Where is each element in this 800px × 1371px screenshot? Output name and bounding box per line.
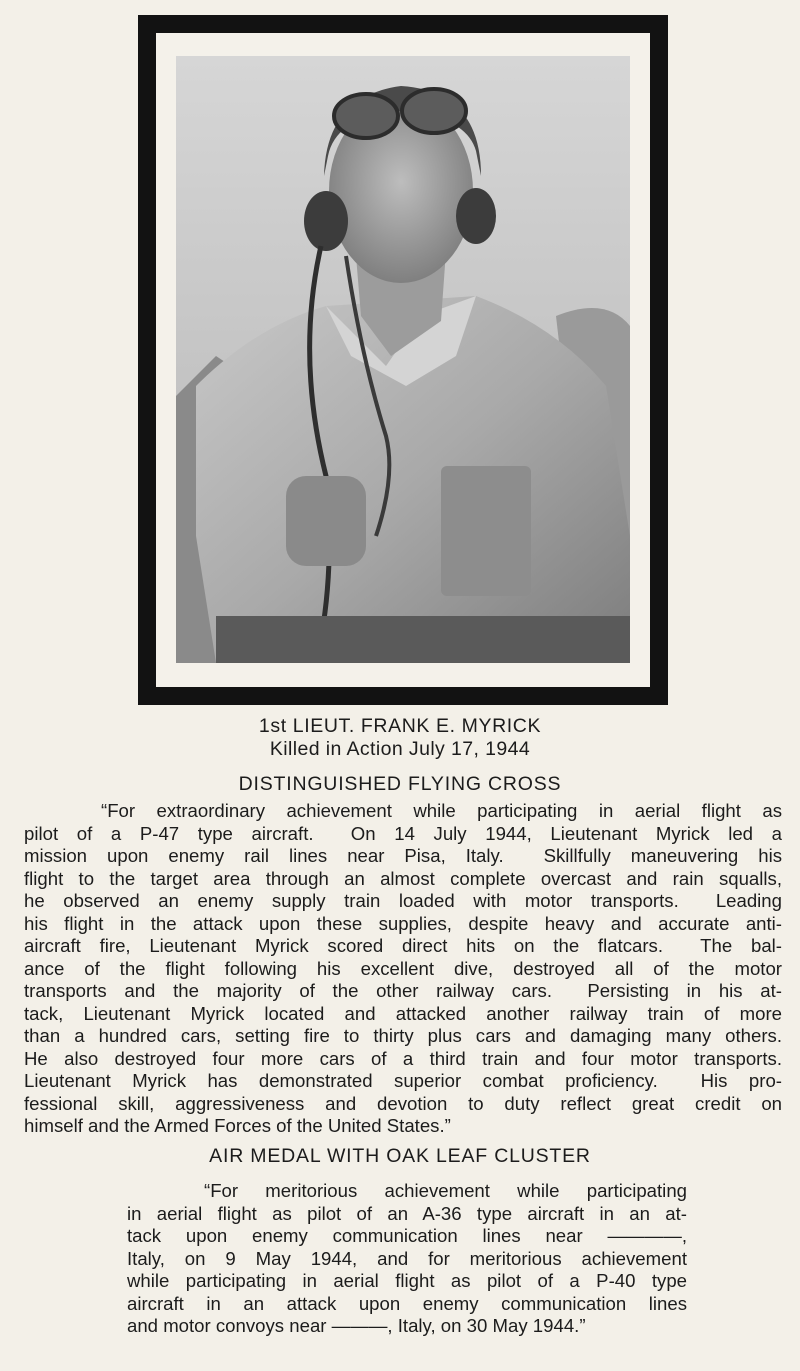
citation-dfc bbox=[24, 800, 782, 1138]
portrait-frame bbox=[138, 15, 668, 705]
portrait-mat bbox=[156, 33, 650, 687]
citation-line: transports and the majority of the other railway cars. Persisting in his at- bbox=[24, 980, 782, 1001]
citation-line: tack, Lieutenant Myrick located and attacked another railway train of more bbox=[24, 1002, 782, 1024]
citation-line: and motor convoys near ———, Italy, on 30 May 1944.” bbox=[127, 1315, 586, 1336]
citation-line: in aerial flight as pilot of an A-36 type aircraft in an at- bbox=[127, 1202, 687, 1224]
award-title-air-medal: AIR MEDAL WITH OAK LEAF CLUSTER bbox=[209, 1145, 591, 1167]
citation-line: while participating in aerial flight as pilot of a P-40 type bbox=[127, 1270, 687, 1291]
citation-line: he observed an enemy supply train loaded with motor transports. Leading bbox=[24, 890, 782, 911]
citation-line: than a hundred cars, setting fire to thirty plus cars and damaging many others. bbox=[24, 1025, 782, 1046]
portrait-photo bbox=[176, 56, 630, 663]
citation-line: tack upon enemy communication lines near ————, bbox=[127, 1225, 687, 1246]
citation-line: aircraft in an attack upon enemy communication lines bbox=[127, 1292, 687, 1314]
citation-line: flight to the target area through an almost complete overcast and rain squalls, bbox=[24, 867, 782, 889]
citation-line: aircraft fire, Lieutenant Myrick scored direct hits on the flatcars. The bal- bbox=[24, 935, 782, 956]
citation-line: mission upon enemy rail lines near Pisa, Italy. Skillfully maneuvering his bbox=[24, 845, 782, 866]
citation-line: He also destroyed four more cars of a third train and four motor transports. bbox=[24, 1047, 782, 1069]
killed-in-action-line: Killed in Action July 17, 1944 bbox=[269, 738, 531, 760]
citation-line: Lieutenant Myrick has demonstrated superior combat proficiency. His pro- bbox=[24, 1070, 782, 1091]
citation-line: fessional skill, aggressiveness and devotion to duty reflect great credit on bbox=[24, 1092, 782, 1114]
pilot-name: 1st LIEUT. FRANK E. MYRICK bbox=[258, 715, 542, 737]
citation-line: Italy, on 9 May 1944, and for meritorious achievement bbox=[127, 1247, 687, 1269]
citation-line: “For extraordinary achievement while participating in aerial flight as bbox=[101, 800, 782, 821]
citation-line: himself and the Armed Forces of the United States.” bbox=[24, 1115, 451, 1136]
pilot-portrait-image bbox=[176, 56, 630, 663]
citation-air-medal bbox=[127, 1180, 687, 1338]
citation-line: ance of the flight following his excellent dive, destroyed all of the motor bbox=[24, 957, 782, 979]
citation-line: his flight in the attack upon these supplies, despite heavy and accurate anti- bbox=[24, 912, 782, 934]
award-title-dfc: DISTINGUISHED FLYING CROSS bbox=[238, 773, 562, 795]
citation-line: pilot of a P-47 type aircraft. On 14 July 1944, Lieutenant Myrick led a bbox=[24, 822, 782, 844]
citation-line: “For meritorious achievement while participating bbox=[204, 1180, 687, 1201]
